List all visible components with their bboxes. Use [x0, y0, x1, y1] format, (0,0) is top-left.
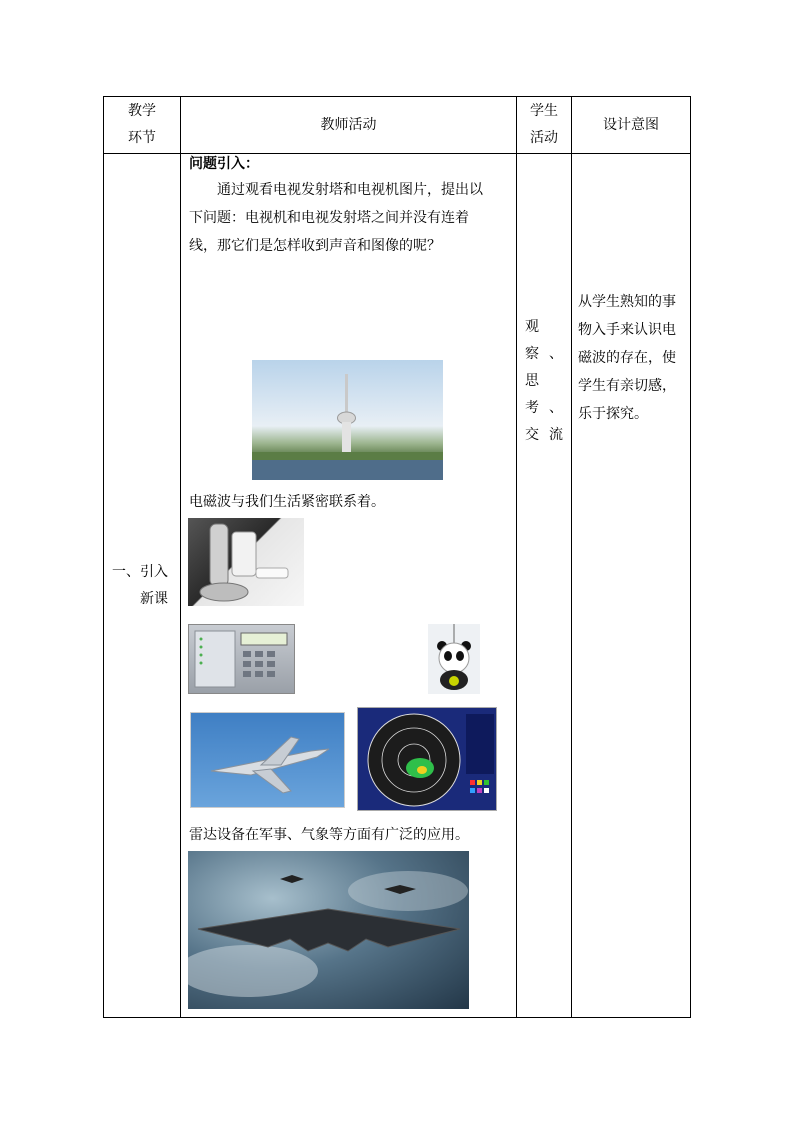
radar-screen-image — [357, 707, 497, 811]
radar-caption: 雷达设备在军事、气象等方面有广泛的应用。 — [189, 827, 469, 843]
header-student: 学生活动 — [517, 97, 572, 154]
segment-label: 一、引入新课 — [104, 154, 181, 1018]
stealth-bomber-image — [188, 851, 469, 1009]
fighter-jet-image — [190, 712, 345, 808]
header-segment: 教学环节 — [104, 97, 181, 154]
radio-device-image — [188, 624, 295, 694]
student-activity-cell: 观察、思考、交流 — [517, 154, 572, 1018]
content-row — [104, 154, 691, 1018]
tv-tower-image — [252, 360, 443, 480]
phone-image — [188, 518, 304, 606]
header-row — [104, 97, 691, 154]
em-caption: 电磁波与我们生活紧密联系着。 — [189, 494, 385, 510]
header-teacher: 教师活动 — [181, 97, 517, 154]
design-intent-cell: 从学生熟知的事物入手来认识电磁波的存在，使学生有亲切感，乐于探究。 — [572, 154, 691, 1018]
header-intent: 设计意图 — [572, 97, 691, 154]
lesson-plan-table — [103, 96, 691, 1018]
question-heading: 问题引入： — [189, 156, 259, 172]
teacher-activity-cell — [181, 154, 517, 1018]
panda-radio-image — [428, 624, 480, 694]
question-paragraph: 通过观看电视发射塔和电视机图片，提出以下问题：电视机和电视发射塔之间并没有连着线，那它们是怎样收到声音和图像的呢？ — [189, 182, 483, 254]
